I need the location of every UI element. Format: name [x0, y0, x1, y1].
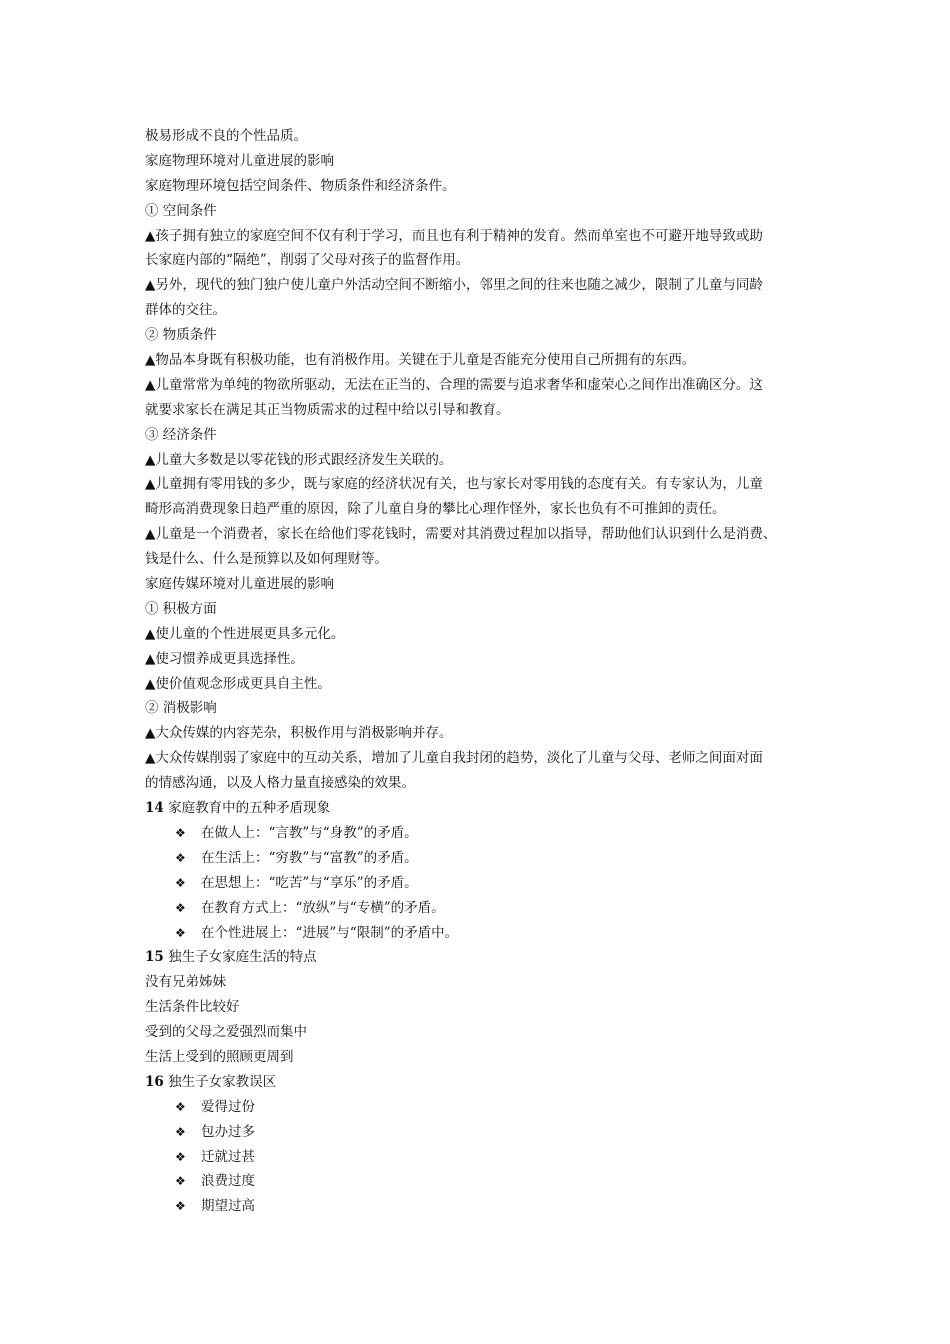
text-line: ▲儿童常常为单纯的物欲所驱动，无法在正当的、合理的需要与追求奢华和虚荣心之间作出准确区分。这: [145, 376, 763, 393]
text-line: 家庭物理环境包括空间条件、物质条件和经济条件。: [145, 177, 456, 194]
list-item: [145, 846, 825, 871]
text-line: 生活上受到的照顾更周到: [145, 1048, 294, 1065]
diamond-bullet-icon: ❖: [175, 1149, 186, 1164]
list-item-text: 在教育方式上：“放纵”与“专横”的矛盾。: [201, 899, 445, 916]
diamond-bullet-icon: ❖: [175, 850, 186, 865]
list-item-text: 在个性进展上：“进展”与“限制”的矛盾中。: [201, 924, 459, 941]
list-item: [145, 1194, 825, 1219]
text-line: ① 空间条件: [145, 202, 217, 219]
diamond-bullet-icon: ❖: [175, 1124, 186, 1139]
text-line: ▲使价值观念形成更具自主性。: [145, 675, 331, 692]
heading-number: 15: [145, 949, 164, 966]
text-line: 家庭物理环境对儿童进展的影响: [145, 152, 334, 169]
list-item-text: 迁就过甚: [201, 1148, 255, 1165]
list-item: [145, 1169, 825, 1194]
text-line: ▲儿童是一个消费者，家长在给他们零花钱时，需要对其消费过程加以指导，帮助他们认识到什么是消费、: [145, 526, 777, 543]
diamond-bullet-icon: ❖: [175, 875, 186, 890]
text-line: ▲使习惯养成更具选择性。: [145, 650, 304, 667]
diamond-bullet-icon: ❖: [175, 1174, 186, 1189]
list-item: [145, 1120, 825, 1145]
text-line: ▲儿童拥有零用钱的多少，既与家庭的经济状况有关，也与家长对零用钱的态度有关。有专家认为，儿童: [145, 476, 763, 493]
list-item-text: 在思想上：“吃苦”与“享乐”的矛盾。: [201, 874, 418, 891]
text-line: ▲使儿童的个性进展更具多元化。: [145, 625, 345, 642]
text-line: ▲另外，现代的独门独户使儿童户外活动空间不断缩小，邻里之间的往来也随之减少，限制了儿童与同龄: [145, 277, 763, 294]
text-line: 家庭传媒环境对儿童进展的影响: [145, 576, 334, 593]
diamond-bullet-icon: ❖: [175, 825, 186, 840]
list-item-text: 爱得过份: [201, 1098, 255, 1115]
section-heading-16: [145, 1070, 825, 1095]
section-heading-14: [145, 796, 825, 821]
text-line: ▲大众传媒削弱了家庭中的互动关系，增加了儿童自我封闭的趋势，淡化了儿童与父母、老师之间面对面: [145, 750, 763, 767]
diamond-bullet-icon: ❖: [175, 1199, 186, 1214]
text-line: 的情感沟通，以及人格力量直接感染的效果。: [145, 775, 415, 792]
list-item-text: 在做人上：“言教”与“身教”的矛盾。: [201, 824, 418, 841]
list-item-text: 浪费过度: [201, 1173, 255, 1190]
text-line: 受到的父母之爱强烈而集中: [145, 1024, 307, 1041]
heading-text: 家庭教育中的五种矛盾现象: [168, 800, 331, 817]
list-item: [145, 921, 825, 946]
text-line: ① 积极方面: [145, 600, 217, 617]
diamond-bullet-icon: ❖: [175, 1099, 186, 1114]
text-line: 钱是什么、什么是预算以及如何理财等。: [145, 551, 388, 568]
text-line: ▲儿童大多数是以零花钱的形式跟经济发生关联的。: [145, 451, 453, 468]
list-item: [145, 871, 825, 896]
text-line: ② 消极影响: [145, 700, 217, 717]
section-heading-15: [145, 945, 825, 970]
list-item: [145, 1145, 825, 1170]
diamond-bullet-icon: ❖: [175, 900, 186, 915]
text-line: 极易形成不良的个性品质。: [145, 128, 307, 144]
text-line: 群体的交往。: [145, 302, 226, 319]
heading-text: 独生子女家教误区: [168, 1073, 277, 1090]
list-item: [145, 1095, 825, 1120]
text-line: 畸形高消费现象日趋严重的原因，除了儿童自身的攀比心理作怪外，家长也负有不可推卸的责任。: [145, 501, 726, 518]
heading-text: 独生子女家庭生活的特点: [168, 949, 317, 966]
text-line: ③ 经济条件: [145, 426, 217, 443]
heading-number: 14: [145, 800, 164, 817]
text-line: ▲物品本身既有积极功能，也有消极作用。关键在于儿童是否能充分使用自己所拥有的东西。: [145, 352, 696, 369]
text-line: ▲孩子拥有独立的家庭空间不仅有利于学习，而且也有利于精神的发育。然而单室也不可避开地导致或助: [145, 227, 763, 244]
text-line: ② 物质条件: [145, 327, 217, 344]
list-item: [145, 896, 825, 921]
text-line: 就要求家长在满足其正当物质需求的过程中给以引导和教育。: [145, 401, 510, 418]
document-body: [145, 124, 825, 1219]
text-line: 长家庭内部的“隔绝”，削弱了父母对孩子的监督作用。: [145, 252, 470, 269]
diamond-bullet-icon: ❖: [175, 925, 186, 940]
text-line: 生活条件比较好: [145, 999, 240, 1016]
list-item-text: 包办过多: [201, 1123, 255, 1140]
heading-number: 16: [145, 1073, 164, 1090]
list-item-text: 期望过高: [201, 1198, 255, 1215]
text-line: 没有兄弟姊妹: [145, 974, 226, 991]
list-item-text: 在生活上：“穷教”与“富教”的矛盾。: [201, 849, 418, 866]
text-line: ▲大众传媒的内容芜杂，积极作用与消极影响并存。: [145, 725, 453, 742]
list-item: [145, 821, 825, 846]
